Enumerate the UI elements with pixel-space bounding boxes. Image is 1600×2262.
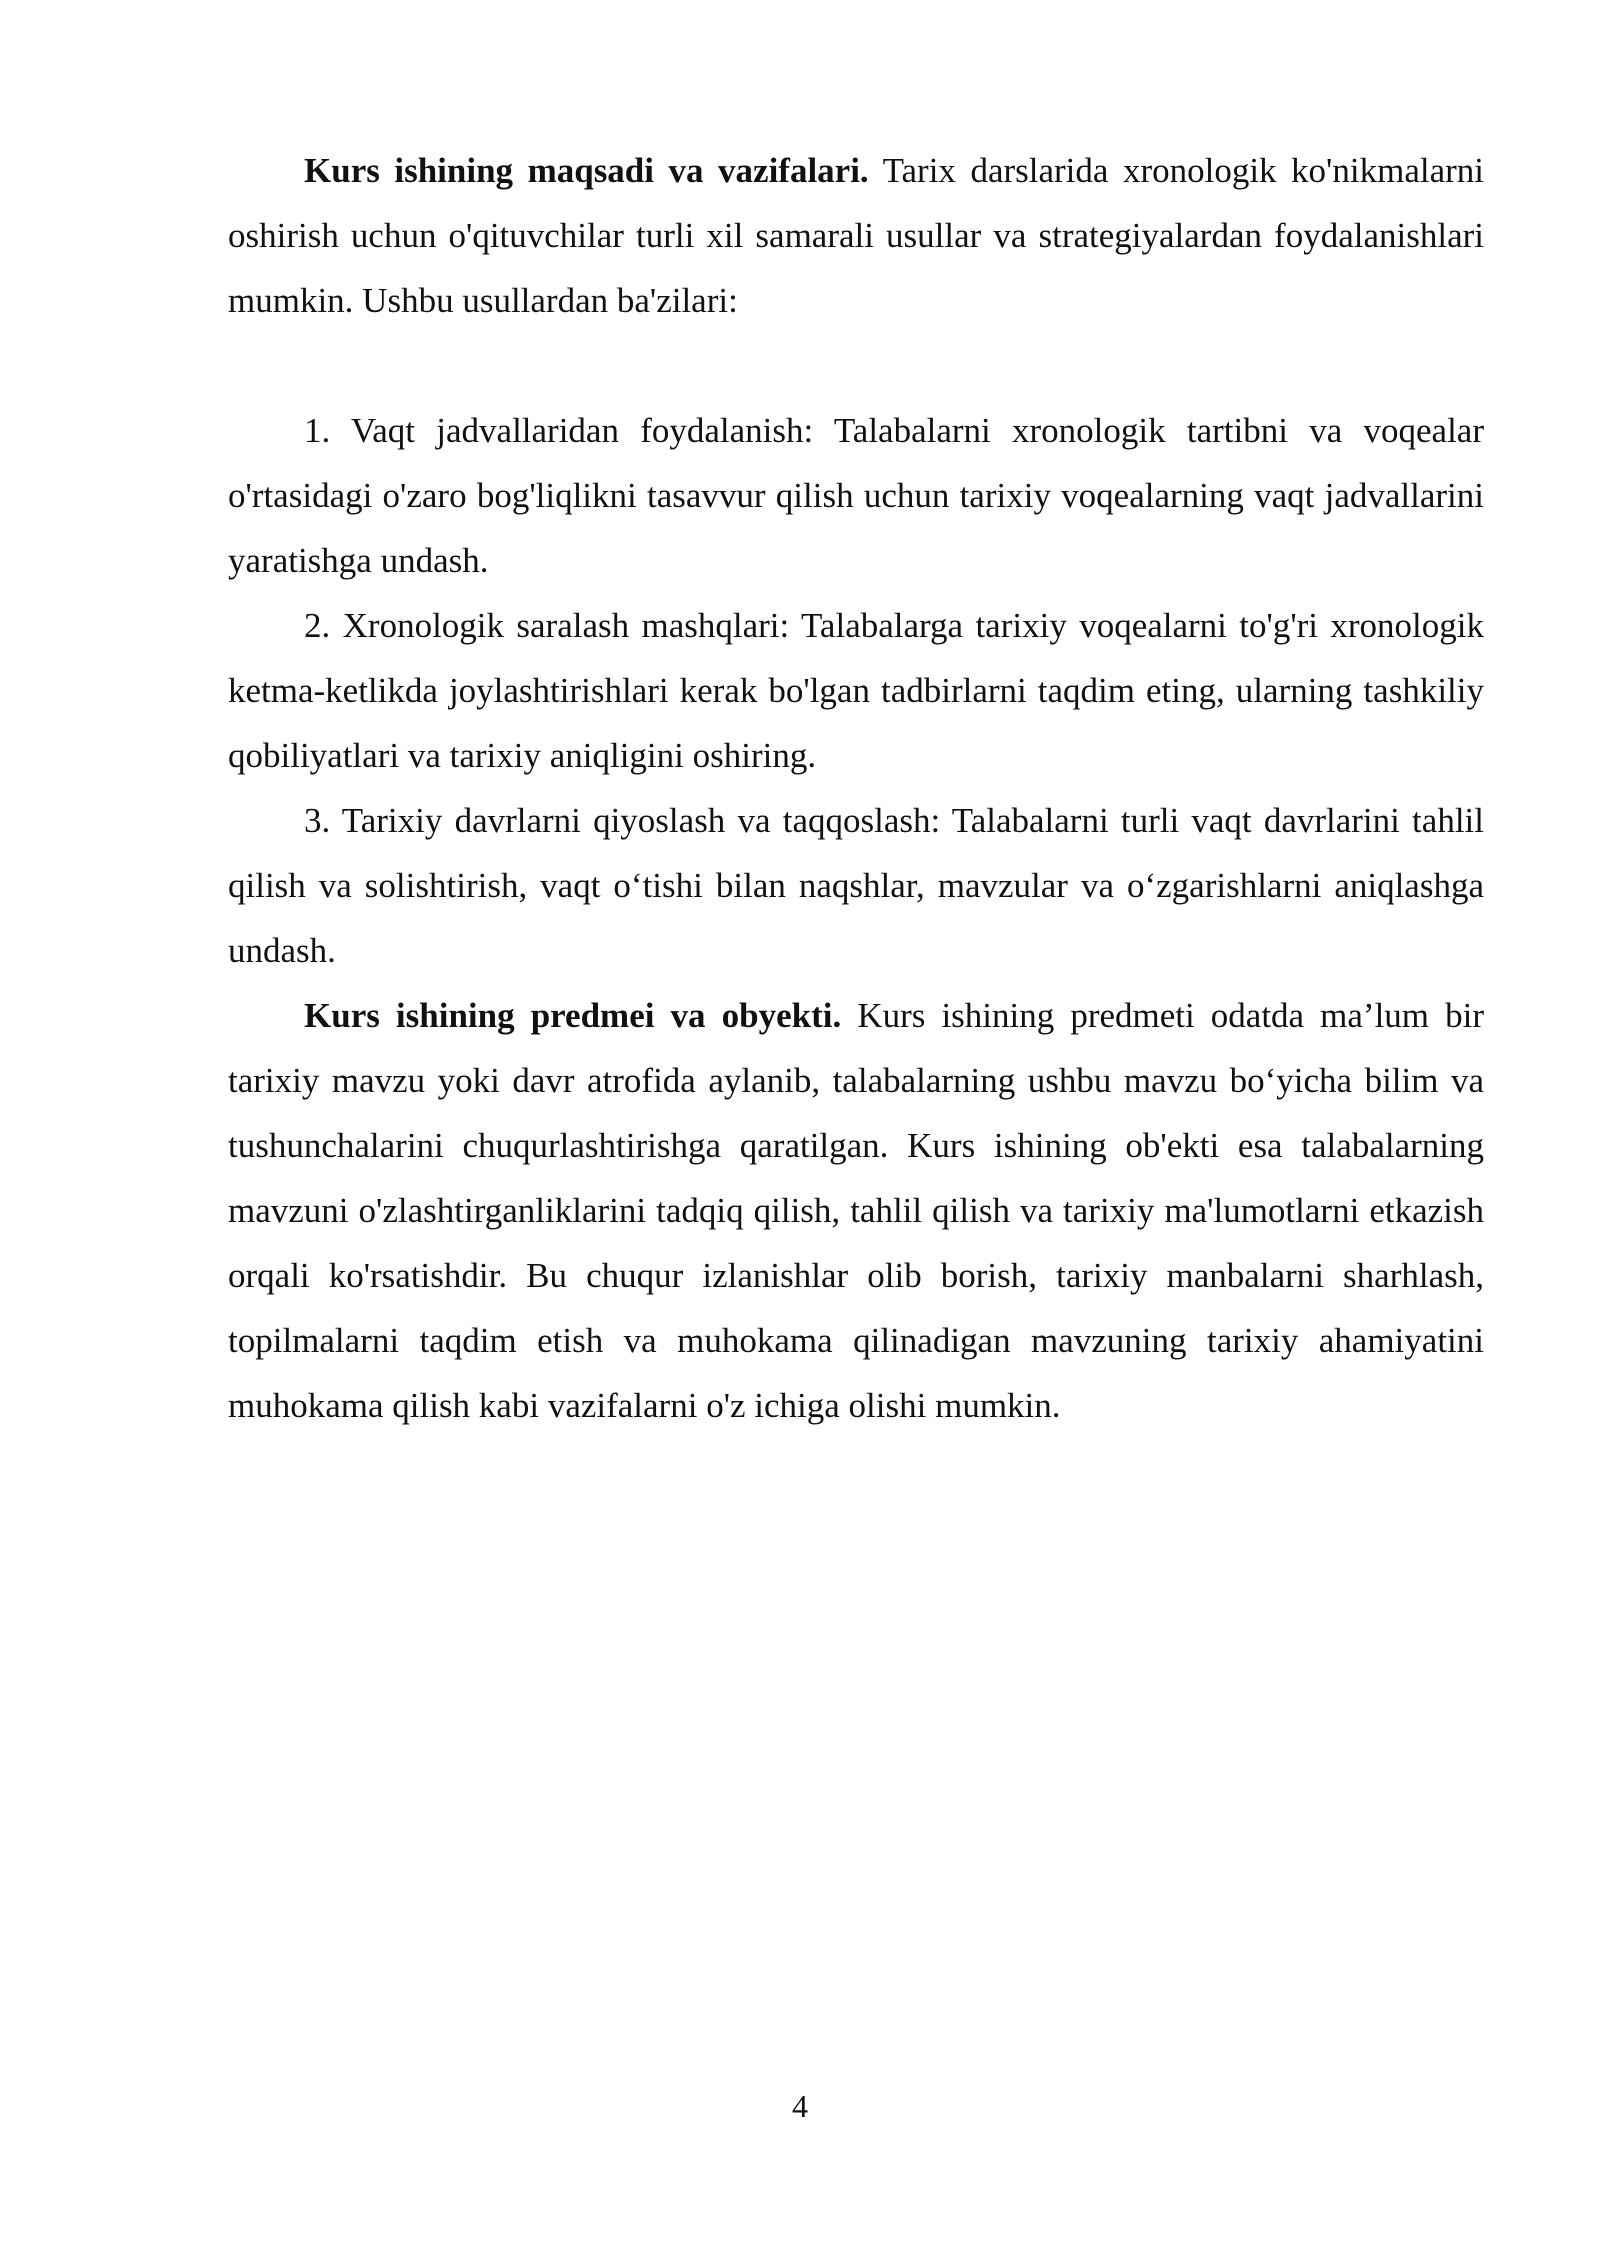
list-item-sorting-text: 2. Xronologik saralash mashqlari: Talabalarga tarixiy voqealarni to'g'ri xronologik ketma-ketlikda joylashtirishlari kerak bo'lgan tadbirlarni taqdim eting, ularning tashkiliy qobiliyatlari va tarixiy aniqligini oshiring. [228,606,1484,775]
page-number: 4 [792,2088,808,2124]
document-body [228,138,1484,1438]
paragraph-aims-text: Tarix darslarida xronologik ko'nikmalarni oshirish uchun o'qituvchilar turli xil samarali usullar va strategiyalardan foydalanishlari mumkin. Ushbu usullardan ba'zilari: [228,151,1484,320]
list-item-comparison [228,788,1484,983]
paragraph-aims-heading: Kurs ishining maqsadi va vazifalari. [304,151,869,190]
paragraph-subject-object [228,983,1484,1438]
list-item-comparison-text: 3. Tarixiy davrlarni qiyoslash va taqqoslash: Talabalarni turli vaqt davrlarini tahlil qilish va solishtirish, vaqt o‘tishi bilan naqshlar, mavzular va o‘zgarishlarni aniqlashga undash. [228,801,1484,970]
list-item-timelines-text: 1. Vaqt jadvallaridan foydalanish: Talabalarni xronologik tartibni va voqealar o'rtasidagi o'zaro bog'liqlikni tasavvur qilish uchun tarixiy voqealarning vaqt jadvallarini yaratishga undash. [228,411,1484,580]
list-item-timelines [228,398,1484,593]
paragraph-aims [228,138,1484,333]
list-item-sorting [228,593,1484,788]
paragraph-subject-object-heading: Kurs ishining predmei va obyekti. [304,996,842,1035]
paragraph-subject-object-text: Kurs ishining predmeti odatda ma’lum bir tarixiy mavzu yoki davr atrofida aylanib, talabalarning ushbu mavzu bo‘yicha bilim va tushunchalarini chuqurlashtirishga qaratilgan. Kurs ishining ob'ekti esa talabalarning mavzuni o'zlashtirganliklarini tadqiq qilish, tahlil qilish va tarixiy ma'lumotlarni etkazish orqali ko'rsatishdir. Bu chuqur izlanishlar olib borish, tarixiy manbalarni sharhlash, topilmalarni taqdim etish va muhokama qilinadigan mavzuning tarixiy ahamiyatini muhokama qilish kabi vazifalarni o'z ichiga olishi mumkin. [228,996,1484,1425]
